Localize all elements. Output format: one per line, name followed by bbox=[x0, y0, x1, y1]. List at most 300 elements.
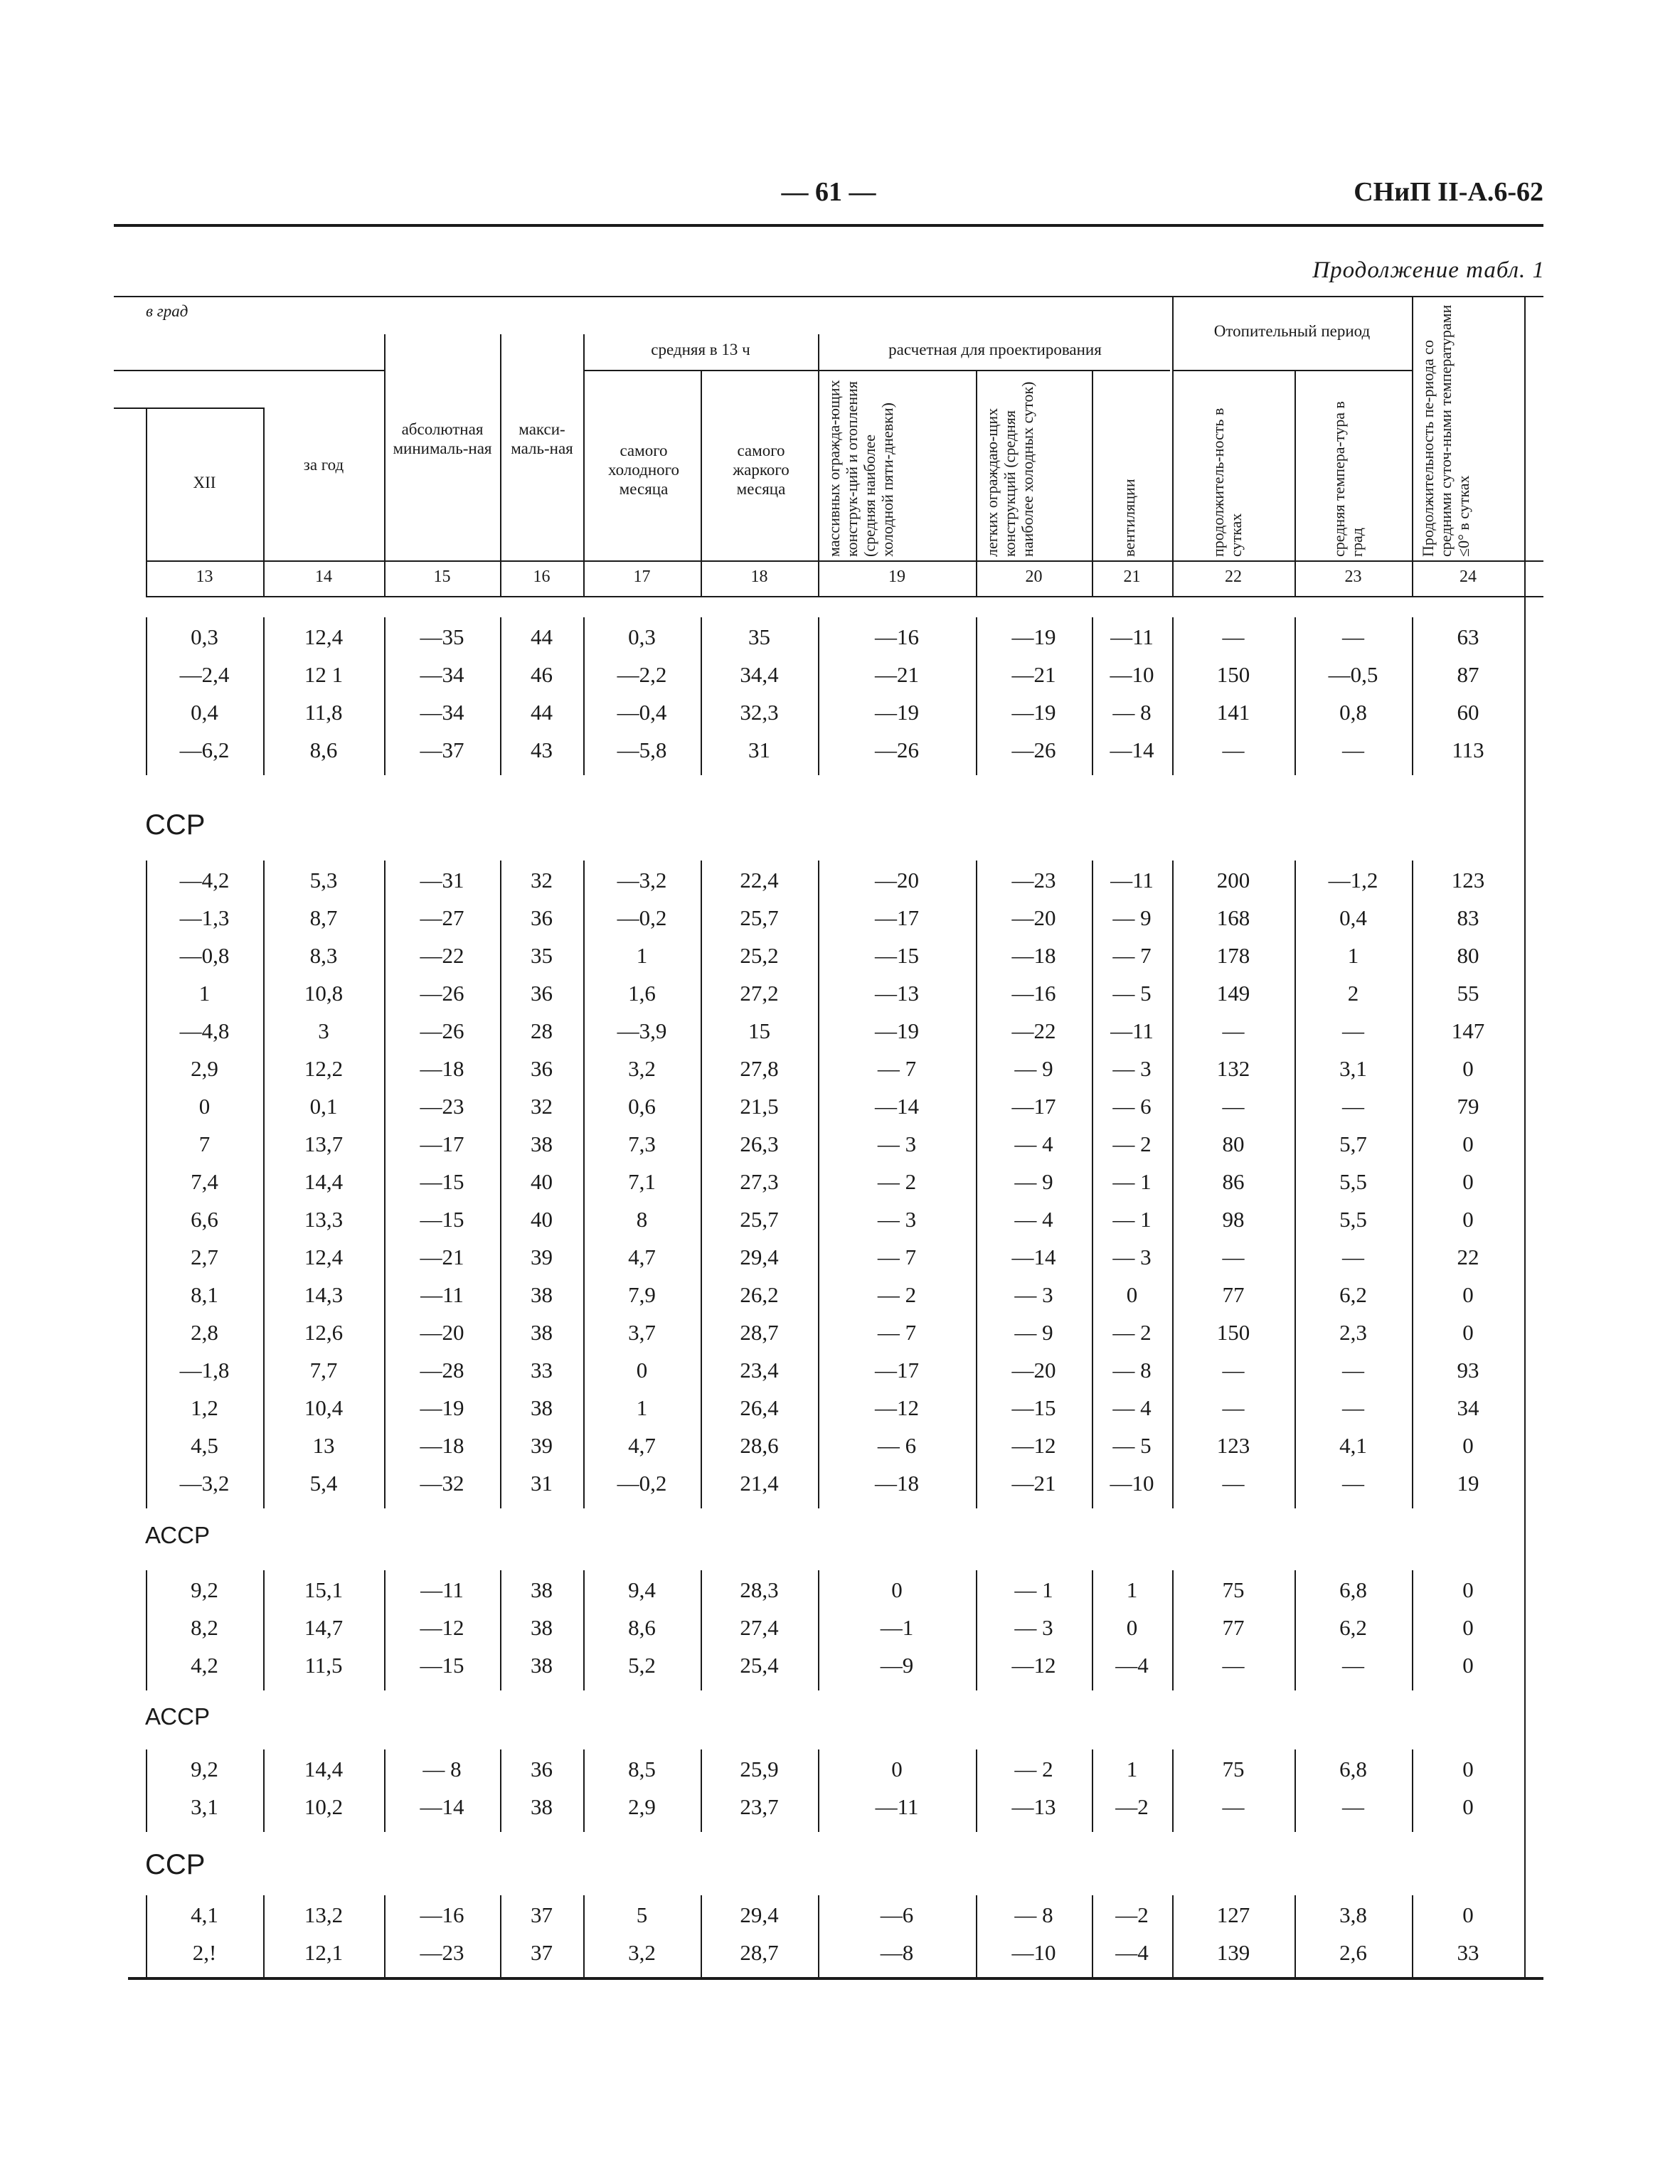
column-number: 17 bbox=[633, 568, 651, 586]
table-cell: 31 bbox=[748, 737, 770, 762]
table-cell: 40 bbox=[531, 1207, 553, 1232]
table-cell: 9,2 bbox=[191, 1757, 218, 1781]
table-cell: 32 bbox=[531, 1094, 553, 1119]
table-cell: —2 bbox=[1115, 1794, 1149, 1819]
table-cell: 139 bbox=[1216, 1940, 1250, 1965]
table-cell: —32 bbox=[420, 1471, 464, 1496]
table-cell: 6,8 bbox=[1339, 1577, 1367, 1602]
header-divider bbox=[500, 334, 501, 596]
column-number: 23 bbox=[1344, 568, 1362, 586]
table-cell: 22,4 bbox=[740, 868, 779, 893]
table-cell: 33 bbox=[531, 1358, 553, 1383]
table-cell: —4 bbox=[1115, 1940, 1149, 1965]
table-cell: 12,1 bbox=[304, 1940, 344, 1965]
table-cell: —14 bbox=[420, 1794, 464, 1819]
table-cell: — 8 bbox=[1014, 1902, 1053, 1927]
table-cell: —11 bbox=[1110, 868, 1154, 893]
table-cell: 2,3 bbox=[1339, 1320, 1367, 1345]
table-cell: 1 bbox=[1347, 943, 1359, 968]
table-cell: 27,4 bbox=[740, 1615, 779, 1640]
table-cell: —34 bbox=[420, 700, 464, 725]
table-cell: — 3 bbox=[877, 1207, 917, 1232]
table-cell: —1,8 bbox=[179, 1358, 230, 1383]
header-divider bbox=[818, 334, 819, 596]
table-cell: 8,5 bbox=[628, 1757, 656, 1781]
table-cell: 83 bbox=[1457, 905, 1479, 930]
mean-13h-label: средняя в 13 ч bbox=[651, 341, 750, 358]
table-cell: 4,2 bbox=[191, 1653, 218, 1678]
table-cell: 0 bbox=[1462, 1131, 1474, 1156]
table-cell: 0 bbox=[1126, 1615, 1138, 1640]
table-cell: 4,7 bbox=[628, 1433, 656, 1458]
table-cell: — bbox=[1222, 1653, 1245, 1678]
table-cell: 5,5 bbox=[1339, 1207, 1367, 1232]
table-cell: 150 bbox=[1216, 662, 1250, 687]
col-23-label: средняя темпера-тура в град bbox=[1330, 401, 1366, 557]
table-cell: 38 bbox=[531, 1131, 553, 1156]
table-cell: 0 bbox=[1462, 1320, 1474, 1345]
table-cell: —26 bbox=[420, 981, 464, 1006]
table-cell: 123 bbox=[1451, 868, 1485, 893]
table-cell: 150 bbox=[1216, 1320, 1250, 1345]
table-cell: 38 bbox=[531, 1320, 553, 1345]
table-cell: 4,1 bbox=[1339, 1433, 1367, 1458]
table-cell: 1 bbox=[198, 981, 211, 1006]
table-cell: 2,8 bbox=[191, 1320, 218, 1345]
table-cell: 8,6 bbox=[309, 737, 338, 762]
col-max-label: макси-маль-ная bbox=[511, 420, 573, 457]
table-cell: 0 bbox=[1462, 1282, 1474, 1307]
table-cell: 8,6 bbox=[628, 1615, 656, 1640]
table-cell: 132 bbox=[1216, 1056, 1250, 1081]
header-divider bbox=[1294, 370, 1296, 596]
table-cell: 0,4 bbox=[191, 700, 218, 725]
table-cell: 2,9 bbox=[191, 1056, 218, 1081]
table-cell: 11,8 bbox=[304, 700, 343, 725]
table-cell: 0,3 bbox=[628, 624, 656, 649]
header-divider bbox=[701, 370, 702, 596]
table-cell: — bbox=[1342, 1018, 1364, 1043]
table-cell: 26,2 bbox=[740, 1282, 779, 1307]
table-cell: —26 bbox=[420, 1018, 464, 1043]
table-cell: — 1 bbox=[1112, 1169, 1152, 1194]
table-cell: —11 bbox=[420, 1577, 464, 1602]
table-cell: 13,7 bbox=[304, 1131, 344, 1156]
table-cell: —0,2 bbox=[617, 1471, 667, 1496]
table-cell: —34 bbox=[420, 662, 464, 687]
table-cell: 23,7 bbox=[740, 1794, 779, 1819]
table-cell: —3,2 bbox=[617, 868, 667, 893]
table-cell: 8,7 bbox=[309, 905, 338, 930]
table-cell: — 7 bbox=[877, 1056, 917, 1081]
header-divider bbox=[1092, 370, 1093, 596]
table-cell: —22 bbox=[420, 943, 464, 968]
header-rule-groups bbox=[583, 370, 1170, 371]
col-24-label: Продолжительность пе-риода со средними суточ-ными температурами ≤0° в сутках bbox=[1419, 304, 1472, 557]
heating-period-label: Отопительный период bbox=[1213, 322, 1371, 340]
table-cell: 38 bbox=[531, 1282, 553, 1307]
table-cell: — bbox=[1342, 1358, 1364, 1383]
table-cell: 178 bbox=[1216, 943, 1250, 968]
table-cell: 2,7 bbox=[191, 1245, 218, 1269]
table-cell: 5,7 bbox=[1339, 1131, 1367, 1156]
table-cell: 34 bbox=[1457, 1395, 1479, 1420]
design-label: расчетная для проектирования bbox=[888, 341, 1102, 358]
table-cell: —28 bbox=[420, 1358, 464, 1383]
table-cell: —18 bbox=[1011, 943, 1056, 968]
table-cell: 28,7 bbox=[740, 1940, 779, 1965]
table-cell: 141 bbox=[1216, 700, 1250, 725]
table-cell: 2,! bbox=[192, 1940, 217, 1965]
table-cell: 29,4 bbox=[740, 1245, 779, 1269]
table-cell: — 4 bbox=[1112, 1395, 1152, 1420]
table-cell: 33 bbox=[1457, 1940, 1479, 1965]
column-number: 21 bbox=[1123, 568, 1141, 586]
table-cell: 28,3 bbox=[740, 1577, 779, 1602]
table-cell: 27,3 bbox=[740, 1169, 779, 1194]
table-cell: — bbox=[1342, 1471, 1364, 1496]
table-cell: —15 bbox=[1011, 1395, 1056, 1420]
table-cell: — 3 bbox=[1014, 1615, 1053, 1640]
table-right-edge bbox=[1524, 296, 1526, 1978]
table-cell: 147 bbox=[1451, 1018, 1485, 1043]
table-cell: 21,5 bbox=[740, 1094, 779, 1119]
table-cell: 27,2 bbox=[740, 981, 779, 1006]
table-cell: 25,7 bbox=[740, 1207, 779, 1232]
table-cell: —15 bbox=[875, 943, 919, 968]
table-cell: 0 bbox=[1462, 1169, 1474, 1194]
table-cell: 168 bbox=[1216, 905, 1250, 930]
table-cell: 38 bbox=[531, 1653, 553, 1678]
table-cell: —1 bbox=[880, 1615, 914, 1640]
table-cell: —26 bbox=[875, 737, 919, 762]
table-cell: —1,2 bbox=[1328, 868, 1378, 893]
page-number: — 61 — bbox=[781, 177, 876, 207]
table-cell: —20 bbox=[875, 868, 919, 893]
table-cell: 15,1 bbox=[304, 1577, 344, 1602]
section-title: ССР bbox=[145, 809, 206, 841]
table-cell: —23 bbox=[420, 1940, 464, 1965]
header-rule-left2 bbox=[114, 407, 263, 409]
table-cell: 2 bbox=[1347, 981, 1359, 1006]
table-cell: 25,2 bbox=[740, 943, 779, 968]
col-19-label: массивных огражда-ющих конструк-ций и отопления (средняя наиболее холодной пяти-дневки) bbox=[825, 380, 896, 557]
table-cell: — bbox=[1342, 1395, 1364, 1420]
table-cell: — bbox=[1222, 1245, 1245, 1269]
section-title: ССР bbox=[145, 1849, 206, 1880]
col-abs-min-label: абсолютная минималь-ная bbox=[393, 420, 492, 457]
table-cell: —11 bbox=[1110, 1018, 1154, 1043]
table-cell: 63 bbox=[1457, 624, 1479, 649]
table-cell: —19 bbox=[875, 700, 919, 725]
table-cell: — bbox=[1222, 1358, 1245, 1383]
table-cell: 0 bbox=[891, 1577, 903, 1602]
table-cell: 14,3 bbox=[304, 1282, 344, 1307]
table-cell: 35 bbox=[531, 943, 553, 968]
table-cell: 86 bbox=[1222, 1169, 1245, 1194]
table-cell: 13,3 bbox=[304, 1207, 344, 1232]
table-cell: 10,8 bbox=[304, 981, 344, 1006]
table-cell: 123 bbox=[1216, 1433, 1250, 1458]
table-cell: —11 bbox=[420, 1282, 464, 1307]
table-cell: —10 bbox=[1011, 1940, 1056, 1965]
table-cell: 0 bbox=[1462, 1615, 1474, 1640]
table-cell: 0 bbox=[1126, 1282, 1138, 1307]
table-cell: —23 bbox=[1011, 868, 1056, 893]
table-cell: 11,5 bbox=[304, 1653, 343, 1678]
table-cell: —21 bbox=[420, 1245, 464, 1269]
table-cell: 0,1 bbox=[309, 1094, 338, 1119]
column-number: 16 bbox=[533, 568, 551, 586]
table-cell: — 7 bbox=[877, 1320, 917, 1345]
table-cell: 3,2 bbox=[628, 1940, 656, 1965]
table-cell: 1 bbox=[1126, 1577, 1138, 1602]
table-cell: 13 bbox=[312, 1433, 335, 1458]
table-cell: —18 bbox=[420, 1056, 464, 1081]
table-cell: 43 bbox=[531, 737, 553, 762]
table-cell: 0,8 bbox=[1339, 700, 1367, 725]
header-divider bbox=[976, 370, 977, 596]
table-cell: 12,4 bbox=[304, 624, 344, 649]
table-cell: 5 bbox=[636, 1902, 648, 1927]
table-cell: —11 bbox=[875, 1794, 919, 1819]
table-cell: 8,2 bbox=[191, 1615, 218, 1640]
table-cell: 2,6 bbox=[1339, 1940, 1367, 1965]
table-cell: —15 bbox=[420, 1169, 464, 1194]
table-cell: 14,4 bbox=[304, 1757, 344, 1781]
table-cell: 127 bbox=[1216, 1902, 1250, 1927]
table-cell: —13 bbox=[1011, 1794, 1056, 1819]
table-cell: — 5 bbox=[1112, 981, 1152, 1006]
table-cell: — bbox=[1342, 1245, 1364, 1269]
table-cell: —12 bbox=[875, 1395, 919, 1420]
table-cell: —12 bbox=[420, 1615, 464, 1640]
table-cell: —5,8 bbox=[617, 737, 667, 762]
table-cell: 37 bbox=[531, 1940, 553, 1965]
table-cell: 28,6 bbox=[740, 1433, 779, 1458]
table-cell: 87 bbox=[1457, 662, 1479, 687]
table-cell: 26,4 bbox=[740, 1395, 779, 1420]
table-cell: 80 bbox=[1457, 943, 1479, 968]
table-cell: 7,3 bbox=[628, 1131, 656, 1156]
table-cell: —26 bbox=[1011, 737, 1056, 762]
table-cell: —20 bbox=[1011, 905, 1056, 930]
table-cell: 44 bbox=[531, 700, 553, 725]
table-cell: 3,8 bbox=[1339, 1902, 1367, 1927]
table-cell: — 1 bbox=[1014, 1577, 1053, 1602]
table-cell: 2,9 bbox=[628, 1794, 656, 1819]
table-cell: —16 bbox=[420, 1902, 464, 1927]
table-cell: — 9 bbox=[1014, 1169, 1053, 1194]
col-20-label: легких ограждаю-щих конструкций (средняя наиболее холодных суток) bbox=[983, 381, 1036, 557]
column-number: 24 bbox=[1460, 568, 1477, 586]
table-cell: — 2 bbox=[877, 1282, 917, 1307]
table-cell: —15 bbox=[420, 1207, 464, 1232]
table-cell: 12,4 bbox=[304, 1245, 344, 1269]
table-cell: 1 bbox=[636, 1395, 648, 1420]
header-divider bbox=[1172, 296, 1174, 596]
table-cell: 9,2 bbox=[191, 1577, 218, 1602]
table-cell: 3,7 bbox=[628, 1320, 656, 1345]
table-cell: —18 bbox=[875, 1471, 919, 1496]
table-cell: —19 bbox=[1011, 700, 1056, 725]
table-cell: 75 bbox=[1222, 1757, 1245, 1781]
table-cell: — bbox=[1342, 737, 1364, 762]
table-cell: 7 bbox=[198, 1131, 211, 1156]
table-cell: — bbox=[1222, 1794, 1245, 1819]
table-cell: 37 bbox=[531, 1902, 553, 1927]
table-cell: —14 bbox=[1110, 737, 1154, 762]
table-cell: — bbox=[1222, 1094, 1245, 1119]
table-cell: —2,4 bbox=[179, 662, 230, 687]
table-cell: 7,9 bbox=[628, 1282, 656, 1307]
table-cell: — 6 bbox=[877, 1433, 917, 1458]
table-cell: —27 bbox=[420, 905, 464, 930]
table-cell: —1,3 bbox=[179, 905, 230, 930]
table-cell: 8,3 bbox=[309, 943, 338, 968]
table-cell: —22 bbox=[1011, 1018, 1056, 1043]
table-cell: 35 bbox=[748, 624, 770, 649]
table-cell: 39 bbox=[531, 1245, 553, 1269]
table-cell: 28,7 bbox=[740, 1320, 779, 1345]
table-cell: 25,7 bbox=[740, 905, 779, 930]
table-cell: 3,2 bbox=[628, 1056, 656, 1081]
table-cell: —16 bbox=[875, 624, 919, 649]
column-number: 20 bbox=[1025, 568, 1043, 586]
table-cell: 15 bbox=[748, 1018, 770, 1043]
table-cell: 38 bbox=[531, 1615, 553, 1640]
table-cell: —21 bbox=[1011, 1471, 1056, 1496]
table-cell: 60 bbox=[1457, 700, 1479, 725]
table-cell: —12 bbox=[1011, 1433, 1056, 1458]
table-cell: 13,2 bbox=[304, 1902, 344, 1927]
table-cell: — bbox=[1342, 1094, 1364, 1119]
table-cell: 0 bbox=[1462, 1056, 1474, 1081]
table-cell: —11 bbox=[1110, 624, 1154, 649]
table-cell: 0,6 bbox=[628, 1094, 656, 1119]
table-cell: 22 bbox=[1457, 1245, 1479, 1269]
table-cell: — 2 bbox=[877, 1169, 917, 1194]
table-cell: —23 bbox=[420, 1094, 464, 1119]
table-cell: —15 bbox=[420, 1653, 464, 1678]
table-cell: — 7 bbox=[877, 1245, 917, 1269]
table-cell: 23,4 bbox=[740, 1358, 779, 1383]
table-cell: 29,4 bbox=[740, 1902, 779, 1927]
table-cell: 98 bbox=[1222, 1207, 1245, 1232]
table-cell: — bbox=[1222, 1471, 1245, 1496]
table-cell: 4,5 bbox=[191, 1433, 218, 1458]
table-cell: 77 bbox=[1222, 1282, 1245, 1307]
col-xii-label: XII bbox=[193, 474, 216, 491]
table-cell: —8 bbox=[880, 1940, 914, 1965]
table-cell: —4 bbox=[1115, 1653, 1149, 1678]
table-cell: 1 bbox=[636, 943, 648, 968]
table-cell: — 9 bbox=[1014, 1056, 1053, 1081]
table-cell: 39 bbox=[531, 1433, 553, 1458]
table-cell: 36 bbox=[531, 905, 553, 930]
table-cell: 5,2 bbox=[628, 1653, 656, 1678]
table-cell: 0 bbox=[636, 1358, 648, 1383]
table-continuation-label: Продолжение табл. 1 bbox=[1312, 257, 1545, 283]
table-cell: —35 bbox=[420, 624, 464, 649]
table-cell: 5,4 bbox=[309, 1471, 338, 1496]
table-cell: —37 bbox=[420, 737, 464, 762]
column-number: 14 bbox=[315, 568, 332, 586]
table-cell: 80 bbox=[1222, 1131, 1245, 1156]
col-year-label: за год bbox=[303, 456, 344, 474]
table-cell: —20 bbox=[420, 1320, 464, 1345]
table-cell: 12,2 bbox=[304, 1056, 344, 1081]
table-cell: —20 bbox=[1011, 1358, 1056, 1383]
table-cell: 9,4 bbox=[628, 1577, 656, 1602]
table-cell: — 9 bbox=[1112, 905, 1152, 930]
table-cell: — bbox=[1222, 1395, 1245, 1420]
table-cell: — 4 bbox=[1014, 1207, 1053, 1232]
table-cell: 31 bbox=[531, 1471, 553, 1496]
table-cell: 38 bbox=[531, 1794, 553, 1819]
table-cell: 46 bbox=[531, 662, 553, 687]
table-cell: — 6 bbox=[1112, 1094, 1152, 1119]
top-rule bbox=[114, 224, 1543, 227]
table-cell: 1 bbox=[1126, 1757, 1138, 1781]
table-cell: 25,4 bbox=[740, 1653, 779, 1678]
header-divider bbox=[1412, 296, 1413, 596]
table-cell: 200 bbox=[1216, 868, 1250, 893]
table-cell: — 7 bbox=[1112, 943, 1152, 968]
table-cell: 0,3 bbox=[191, 624, 218, 649]
header-divider bbox=[384, 334, 386, 596]
table-cell: 32 bbox=[531, 868, 553, 893]
table-cell: 0 bbox=[1462, 1653, 1474, 1678]
table-cell: —19 bbox=[1011, 624, 1056, 649]
table-cell: 6,2 bbox=[1339, 1282, 1367, 1307]
table-cell: — bbox=[1342, 624, 1364, 649]
table-cell: 75 bbox=[1222, 1577, 1245, 1602]
table-cell: —17 bbox=[1011, 1094, 1056, 1119]
table-cell: 0 bbox=[198, 1094, 211, 1119]
header-rule-top bbox=[114, 296, 1543, 297]
table-cell: — 3 bbox=[1112, 1056, 1152, 1081]
table-cell: 10,4 bbox=[304, 1395, 344, 1420]
table-cell: — 5 bbox=[1112, 1433, 1152, 1458]
table-cell: 8,1 bbox=[191, 1282, 218, 1307]
table-cell: —14 bbox=[1011, 1245, 1056, 1269]
table-cell: 10,2 bbox=[304, 1794, 344, 1819]
table-cell: 7,1 bbox=[628, 1169, 656, 1194]
col-cold-month-label: самого холодного месяца bbox=[607, 442, 679, 498]
table-cell: — 8 bbox=[1112, 1358, 1152, 1383]
section-title: АССР bbox=[145, 1703, 210, 1730]
table-cell: 25,9 bbox=[740, 1757, 779, 1781]
table-cell: —10 bbox=[1110, 1471, 1154, 1496]
table-cell: 4,7 bbox=[628, 1245, 656, 1269]
table-cell: 36 bbox=[531, 1056, 553, 1081]
table-cell: 0 bbox=[1462, 1207, 1474, 1232]
table-cell: —0,5 bbox=[1328, 662, 1378, 687]
table-cell: 21,4 bbox=[740, 1471, 779, 1496]
table-cell: 14,7 bbox=[304, 1615, 344, 1640]
table-cell: —12 bbox=[1011, 1653, 1056, 1678]
section-title: АССР bbox=[145, 1522, 210, 1548]
table-cell: 8 bbox=[636, 1207, 648, 1232]
header-divider bbox=[583, 334, 585, 596]
table-cell: 7,4 bbox=[191, 1169, 218, 1194]
table-cell: 36 bbox=[531, 981, 553, 1006]
table-cell: — 2 bbox=[1014, 1757, 1053, 1781]
table-cell: — 2 bbox=[1112, 1320, 1152, 1345]
document-code: СНиП II-А.6-62 bbox=[1354, 177, 1543, 207]
col-22-label: продолжитель-ность в сутках bbox=[1209, 407, 1245, 557]
